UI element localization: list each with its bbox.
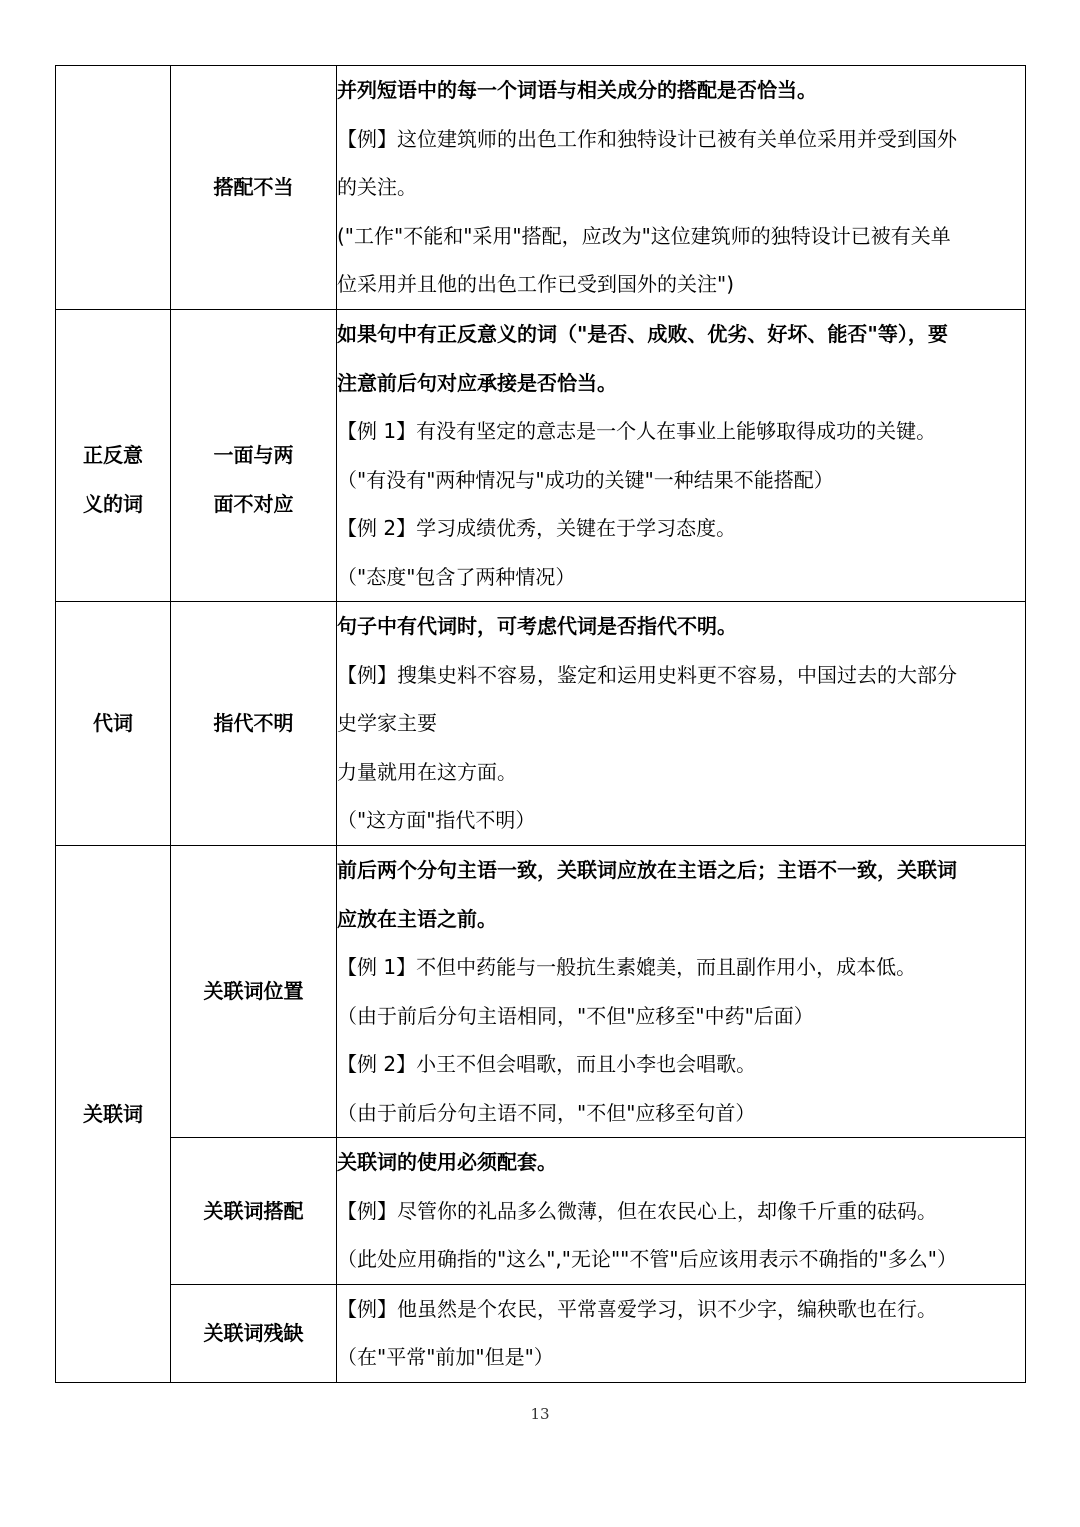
content-cell xyxy=(337,846,1026,1138)
grammar-table xyxy=(55,65,1026,1383)
table-row xyxy=(56,602,1026,846)
example-text: 【例 1】不但中药能与一般抗生素媲美，而且副作用小，成本低。 xyxy=(337,955,917,979)
content-cell xyxy=(337,310,1026,602)
category-cell xyxy=(56,602,171,846)
subtype-label: 关联词残缺 xyxy=(203,1320,304,1345)
rule-text: 关联词的使用必须配套。 xyxy=(337,1150,557,1174)
category-cell xyxy=(56,846,171,1383)
rule-text: 句子中有代词时，可考虑代词是否指代不明。 xyxy=(337,614,737,639)
category-label: 关联词 xyxy=(83,1101,143,1126)
rule-text: 如果句中有正反意义的词（"是否、成败、优劣、好坏、能否"等），要 xyxy=(337,322,948,346)
explanation-text: （"这方面"指代不明） xyxy=(337,808,536,833)
table-row xyxy=(56,1138,1026,1285)
example-text: 【例】搜集史料不容易，鉴定和运用史料更不容易，中国过去的大部分 xyxy=(337,662,957,687)
example-text: 【例】尽管你的礼品多么微薄，但在农民心上，却像千斤重的砝码。 xyxy=(337,1198,937,1223)
example-text: 【例 2】学习成绩优秀，关键在于学习态度。 xyxy=(337,516,737,540)
subtype-cell xyxy=(171,66,337,310)
example-text: 【例 2】小王不但会唱歌，而且小李也会唱歌。 xyxy=(337,1052,757,1076)
subtype-cell xyxy=(171,1138,337,1285)
subtype-cell xyxy=(171,1284,337,1382)
category-cell xyxy=(56,310,171,602)
explanation-text: ("工作"不能和"采用"搭配，应改为"这位建筑师的独特设计已被有关单 xyxy=(337,223,951,248)
rule-text: 并列短语中的每一个词语与相关成分的搭配是否恰当。 xyxy=(337,78,817,103)
explanation-text: （在"平常"前加"但是"） xyxy=(337,1345,554,1369)
category-cell xyxy=(56,66,171,310)
table-row xyxy=(56,66,1026,310)
subtype-cell xyxy=(171,602,337,846)
explanation-text: （由于前后分句主语不同，"不但"应移至句首） xyxy=(337,1100,756,1125)
subtype-label: 关联词搭配 xyxy=(203,1198,304,1223)
table-row xyxy=(56,846,1026,1138)
explanation-text: 位采用并且他的出色工作已受到国外的关注") xyxy=(337,272,735,297)
content-cell xyxy=(337,1284,1026,1382)
rule-text: 前后两个分句主语一致，关联词应放在主语之后；主语不一致，关联词 xyxy=(337,858,957,882)
content-cell xyxy=(337,66,1026,310)
example-text: 的关注。 xyxy=(337,175,417,200)
explanation-text: （此处应用确指的"这么","无论""不管"后应该用表示不确指的"多么"） xyxy=(337,1247,957,1271)
subtype-label: 搭配不当 xyxy=(213,175,294,200)
subtype-cell xyxy=(171,310,337,602)
table-row xyxy=(56,1284,1026,1382)
rule-text: 注意前后句对应承接是否恰当。 xyxy=(337,370,617,395)
subtype-label: 关联词位置 xyxy=(203,979,304,1004)
explanation-text: （"有没有"两种情况与"成功的关键"一种结果不能搭配） xyxy=(337,467,834,492)
explanation-text: （"态度"包含了两种情况） xyxy=(337,564,576,589)
rule-text: 应放在主语之前。 xyxy=(337,906,497,931)
explanation-text: （由于前后分句主语相同，"不但"应移至"中药"后面） xyxy=(337,1003,814,1028)
example-text: 【例】这位建筑师的出色工作和独特设计已被有关单位采用并受到国外 xyxy=(337,126,957,151)
subtype-label: 一面与两 面不对应 xyxy=(213,443,294,516)
example-text: 【例】他虽然是个农民，平常喜爱学习，识不少字，编秧歌也在行。 xyxy=(337,1296,937,1321)
content-cell xyxy=(337,1138,1026,1285)
content-cell xyxy=(337,602,1026,846)
example-text: 【例 1】有没有坚定的意志是一个人在事业上能够取得成功的关键。 xyxy=(337,419,937,443)
category-label: 代词 xyxy=(93,711,133,736)
example-text: 力量就用在这方面。 xyxy=(337,759,517,784)
table-row xyxy=(56,310,1026,602)
subtype-cell xyxy=(171,846,337,1138)
page-number: 13 xyxy=(530,1405,550,1423)
example-text: 史学家主要 xyxy=(337,711,437,736)
category-label: 正反意 义的词 xyxy=(83,443,143,516)
subtype-label: 指代不明 xyxy=(213,711,294,736)
